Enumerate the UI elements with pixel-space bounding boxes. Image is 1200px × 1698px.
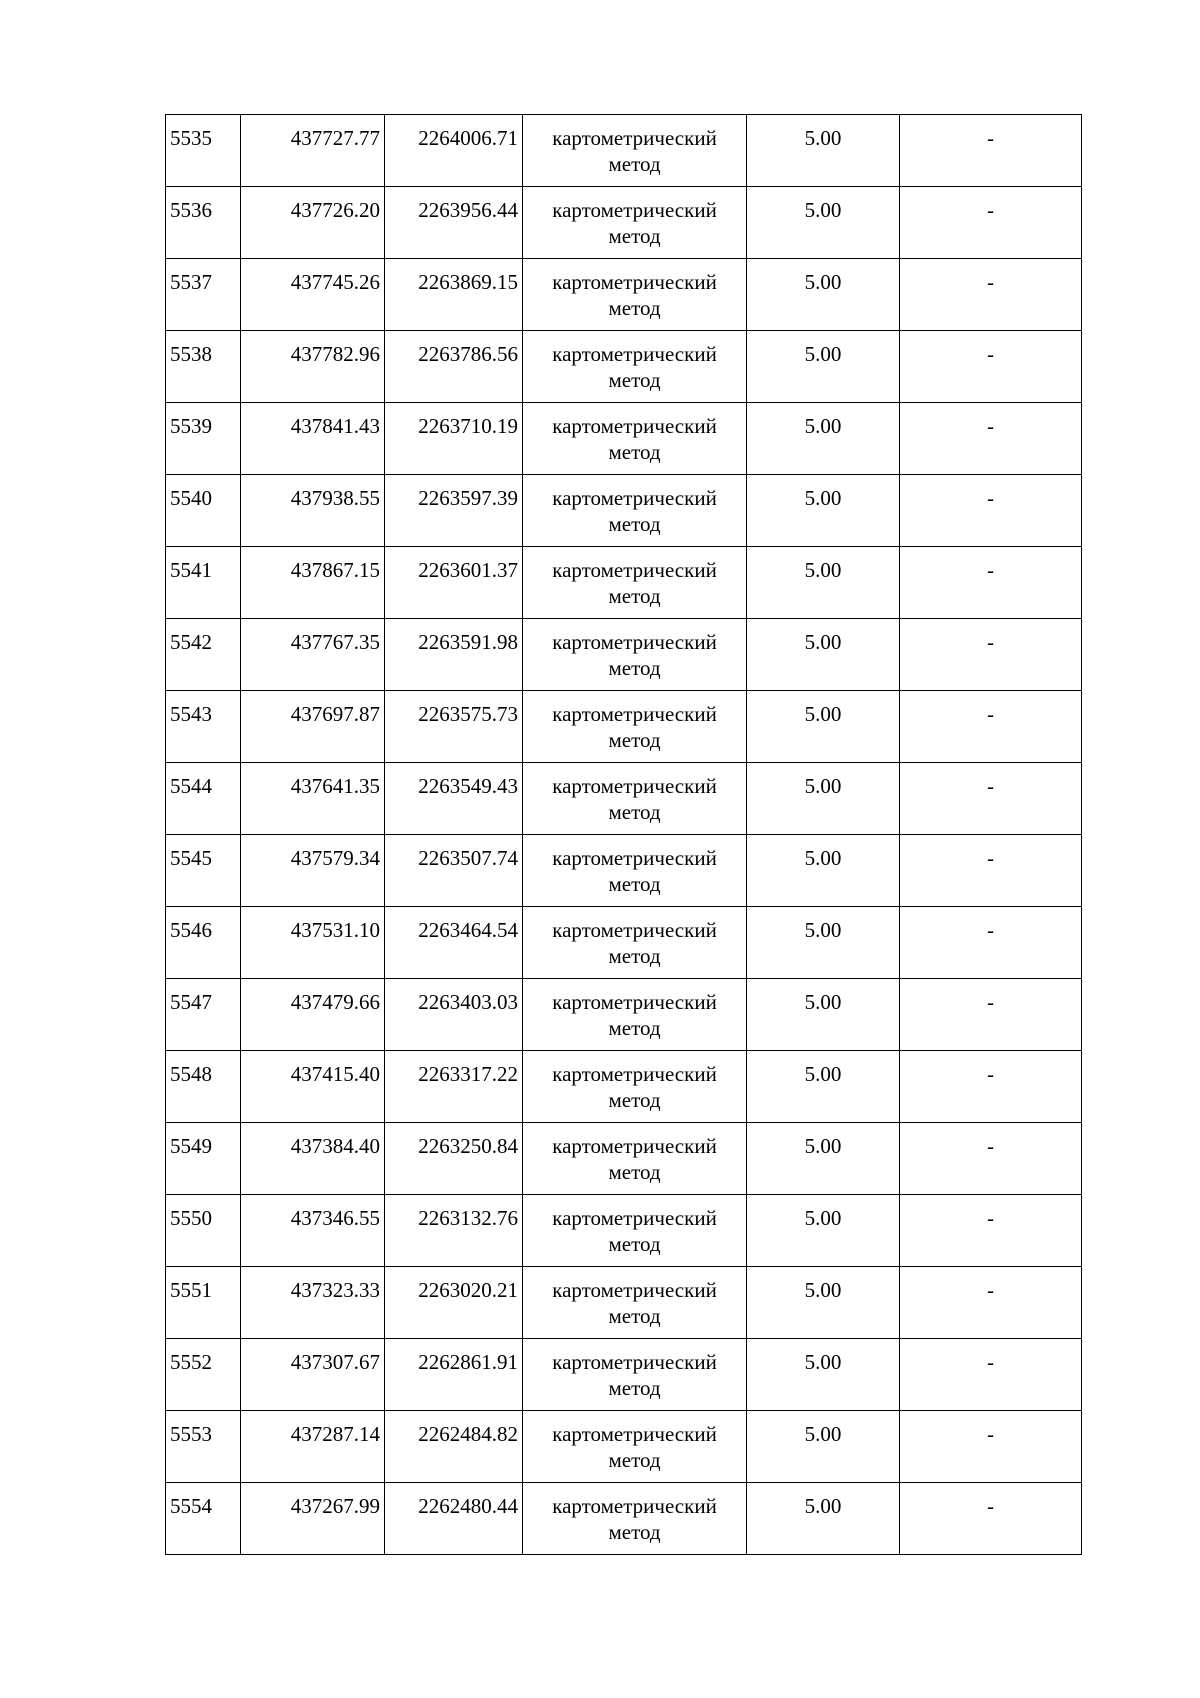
point-number-cell: 5554 — [166, 1483, 241, 1555]
description-cell: - — [900, 907, 1082, 979]
accuracy-cell: 5.00 — [747, 1123, 900, 1195]
y-coordinate-cell: 2263601.37 — [385, 547, 523, 619]
point-number-cell: 5542 — [166, 619, 241, 691]
description-cell: - — [900, 619, 1082, 691]
x-coordinate-cell: 437767.35 — [241, 619, 385, 691]
accuracy-cell: 5.00 — [747, 547, 900, 619]
x-coordinate-cell: 437841.43 — [241, 403, 385, 475]
method-cell: картометрический метод — [523, 115, 747, 187]
description-cell: - — [900, 1195, 1082, 1267]
x-coordinate-cell: 437726.20 — [241, 187, 385, 259]
point-number-cell: 5541 — [166, 547, 241, 619]
y-coordinate-cell: 2263403.03 — [385, 979, 523, 1051]
method-cell: картометрический метод — [523, 619, 747, 691]
y-coordinate-cell: 2263575.73 — [385, 691, 523, 763]
x-coordinate-cell: 437479.66 — [241, 979, 385, 1051]
table-row — [166, 1267, 1082, 1339]
y-coordinate-cell: 2264006.71 — [385, 115, 523, 187]
method-cell: картометрический метод — [523, 1123, 747, 1195]
description-cell: - — [900, 1339, 1082, 1411]
description-cell: - — [900, 115, 1082, 187]
table-row — [166, 1411, 1082, 1483]
table-row — [166, 619, 1082, 691]
point-number-cell: 5546 — [166, 907, 241, 979]
accuracy-cell: 5.00 — [747, 1411, 900, 1483]
description-cell: - — [900, 403, 1082, 475]
description-cell: - — [900, 475, 1082, 547]
y-coordinate-cell: 2263597.39 — [385, 475, 523, 547]
y-coordinate-cell: 2263464.54 — [385, 907, 523, 979]
point-number-cell: 5553 — [166, 1411, 241, 1483]
description-cell: - — [900, 691, 1082, 763]
table-body — [166, 115, 1082, 1555]
x-coordinate-cell: 437323.33 — [241, 1267, 385, 1339]
table-row — [166, 547, 1082, 619]
method-cell: картометрический метод — [523, 763, 747, 835]
method-cell: картометрический метод — [523, 1411, 747, 1483]
table-row — [166, 763, 1082, 835]
point-number-cell: 5549 — [166, 1123, 241, 1195]
y-coordinate-cell: 2262484.82 — [385, 1411, 523, 1483]
accuracy-cell: 5.00 — [747, 1195, 900, 1267]
method-cell: картометрический метод — [523, 547, 747, 619]
description-cell: - — [900, 1051, 1082, 1123]
point-number-cell: 5550 — [166, 1195, 241, 1267]
description-cell: - — [900, 1411, 1082, 1483]
table-row — [166, 979, 1082, 1051]
table-row — [166, 475, 1082, 547]
description-cell: - — [900, 763, 1082, 835]
table-row — [166, 115, 1082, 187]
method-cell: картометрический метод — [523, 259, 747, 331]
accuracy-cell: 5.00 — [747, 475, 900, 547]
x-coordinate-cell: 437531.10 — [241, 907, 385, 979]
y-coordinate-cell: 2263786.56 — [385, 331, 523, 403]
point-number-cell: 5539 — [166, 403, 241, 475]
method-cell: картометрический метод — [523, 403, 747, 475]
point-number-cell: 5545 — [166, 835, 241, 907]
x-coordinate-cell: 437641.35 — [241, 763, 385, 835]
y-coordinate-cell: 2263869.15 — [385, 259, 523, 331]
y-coordinate-cell: 2262480.44 — [385, 1483, 523, 1555]
method-cell: картометрический метод — [523, 1195, 747, 1267]
y-coordinate-cell: 2263710.19 — [385, 403, 523, 475]
accuracy-cell: 5.00 — [747, 1483, 900, 1555]
table-row — [166, 1051, 1082, 1123]
point-number-cell: 5540 — [166, 475, 241, 547]
y-coordinate-cell: 2263507.74 — [385, 835, 523, 907]
y-coordinate-cell: 2263956.44 — [385, 187, 523, 259]
accuracy-cell: 5.00 — [747, 187, 900, 259]
table-row — [166, 835, 1082, 907]
method-cell: картометрический метод — [523, 1339, 747, 1411]
description-cell: - — [900, 1267, 1082, 1339]
table-row — [166, 259, 1082, 331]
table-row — [166, 187, 1082, 259]
x-coordinate-cell: 437727.77 — [241, 115, 385, 187]
description-cell: - — [900, 187, 1082, 259]
method-cell: картометрический метод — [523, 691, 747, 763]
accuracy-cell: 5.00 — [747, 331, 900, 403]
accuracy-cell: 5.00 — [747, 835, 900, 907]
x-coordinate-cell: 437782.96 — [241, 331, 385, 403]
point-number-cell: 5538 — [166, 331, 241, 403]
method-cell: картометрический метод — [523, 1267, 747, 1339]
table-row — [166, 907, 1082, 979]
table-row — [166, 1195, 1082, 1267]
y-coordinate-cell: 2263250.84 — [385, 1123, 523, 1195]
y-coordinate-cell: 2263317.22 — [385, 1051, 523, 1123]
x-coordinate-cell: 437867.15 — [241, 547, 385, 619]
method-cell: картометрический метод — [523, 331, 747, 403]
accuracy-cell: 5.00 — [747, 1267, 900, 1339]
point-number-cell: 5548 — [166, 1051, 241, 1123]
accuracy-cell: 5.00 — [747, 1339, 900, 1411]
point-number-cell: 5544 — [166, 763, 241, 835]
method-cell: картометрический метод — [523, 979, 747, 1051]
point-number-cell: 5543 — [166, 691, 241, 763]
x-coordinate-cell: 437579.34 — [241, 835, 385, 907]
x-coordinate-cell: 437938.55 — [241, 475, 385, 547]
x-coordinate-cell: 437415.40 — [241, 1051, 385, 1123]
description-cell: - — [900, 1123, 1082, 1195]
accuracy-cell: 5.00 — [747, 259, 900, 331]
table-row — [166, 1123, 1082, 1195]
method-cell: картометрический метод — [523, 907, 747, 979]
point-number-cell: 5536 — [166, 187, 241, 259]
y-coordinate-cell: 2263549.43 — [385, 763, 523, 835]
method-cell: картометрический метод — [523, 1483, 747, 1555]
method-cell: картометрический метод — [523, 835, 747, 907]
accuracy-cell: 5.00 — [747, 907, 900, 979]
description-cell: - — [900, 835, 1082, 907]
x-coordinate-cell: 437287.14 — [241, 1411, 385, 1483]
method-cell: картометрический метод — [523, 187, 747, 259]
description-cell: - — [900, 979, 1082, 1051]
point-number-cell: 5537 — [166, 259, 241, 331]
description-cell: - — [900, 331, 1082, 403]
y-coordinate-cell: 2263591.98 — [385, 619, 523, 691]
accuracy-cell: 5.00 — [747, 691, 900, 763]
accuracy-cell: 5.00 — [747, 403, 900, 475]
table-row — [166, 1339, 1082, 1411]
y-coordinate-cell: 2263132.76 — [385, 1195, 523, 1267]
method-cell: картометрический метод — [523, 475, 747, 547]
description-cell: - — [900, 547, 1082, 619]
x-coordinate-cell: 437346.55 — [241, 1195, 385, 1267]
y-coordinate-cell: 2263020.21 — [385, 1267, 523, 1339]
description-cell: - — [900, 1483, 1082, 1555]
accuracy-cell: 5.00 — [747, 619, 900, 691]
accuracy-cell: 5.00 — [747, 115, 900, 187]
point-number-cell: 5552 — [166, 1339, 241, 1411]
point-number-cell: 5551 — [166, 1267, 241, 1339]
table-row — [166, 403, 1082, 475]
table-row — [166, 331, 1082, 403]
x-coordinate-cell: 437384.40 — [241, 1123, 385, 1195]
coordinates-table — [165, 114, 1082, 1555]
accuracy-cell: 5.00 — [747, 1051, 900, 1123]
point-number-cell: 5535 — [166, 115, 241, 187]
x-coordinate-cell: 437697.87 — [241, 691, 385, 763]
accuracy-cell: 5.00 — [747, 979, 900, 1051]
description-cell: - — [900, 259, 1082, 331]
x-coordinate-cell: 437307.67 — [241, 1339, 385, 1411]
x-coordinate-cell: 437267.99 — [241, 1483, 385, 1555]
table-row — [166, 1483, 1082, 1555]
y-coordinate-cell: 2262861.91 — [385, 1339, 523, 1411]
point-number-cell: 5547 — [166, 979, 241, 1051]
x-coordinate-cell: 437745.26 — [241, 259, 385, 331]
method-cell: картометрический метод — [523, 1051, 747, 1123]
accuracy-cell: 5.00 — [747, 763, 900, 835]
table-row — [166, 691, 1082, 763]
